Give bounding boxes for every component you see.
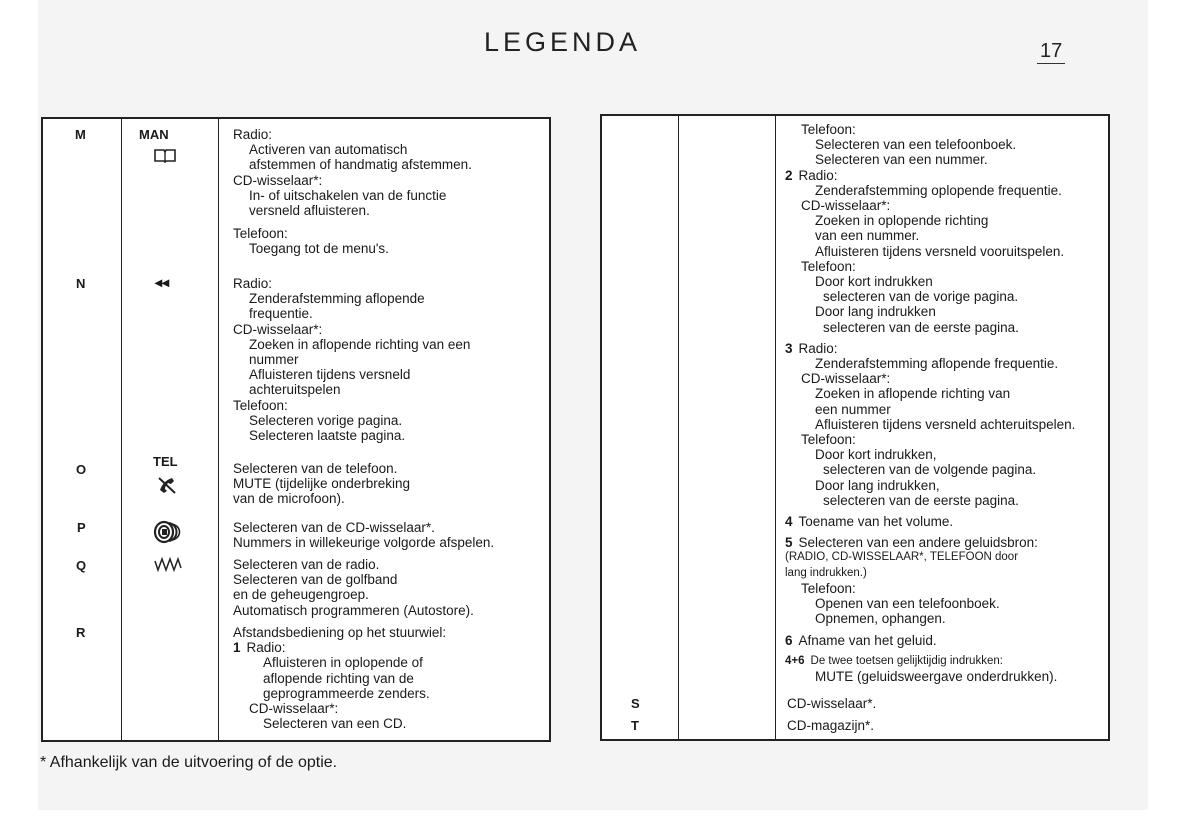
description-line [233,188,472,203]
row-r-description [233,625,446,731]
line-text: Door kort indrukken, [815,447,937,463]
column-divider [775,116,776,739]
footnote: * Afhankelijk van de uitvoering of de optie. [40,754,338,771]
radio-wave-icon [153,556,183,572]
line-text: MUTE (tijdelijke onderbreking [233,476,411,492]
line-text: Zoeken in aflopende richting van [815,386,1011,402]
line-text: selecteren van de eerste pagina. [823,492,1019,508]
description-line [785,228,1075,243]
line-text: Selecteren van een CD. [263,716,407,732]
tel-symbol: TEL [153,454,178,469]
column-divider [678,116,679,739]
line-text: Selecteren laatste pagina. [249,428,406,444]
row-s-description: CD-wisselaar*. [787,696,877,711]
item-number: 6 [785,632,793,648]
line-text: Afluisteren tijdens versneld achteruitspelen. [815,416,1076,432]
line-text: Nummers in willekeurige volgorde afspelen. [233,535,495,551]
line-text: Toegang tot de menu's. [249,241,389,257]
description-line [233,520,494,535]
row-p-description [233,520,494,550]
line-text: CD-wisselaar*: [233,172,323,188]
line-text: Openen van een telefoonboek. [815,596,1000,612]
line-text: CD-wisselaar*: [801,371,891,387]
description-line [785,320,1075,335]
row-label-p: P [77,520,86,535]
item-number: 4 [785,514,793,530]
description-line [785,432,1075,447]
description-line [785,213,1075,228]
description-line [785,566,1075,581]
line-text: Zenderafstemming aflopende frequentie. [815,356,1059,372]
description-line [233,587,474,602]
row-m-description [233,127,472,257]
description-line [233,655,446,670]
row-label-m: M [75,127,86,142]
line-text: Selecteren van de CD-wisselaar*. [233,520,435,535]
description-line [233,671,446,686]
description-line [785,611,1075,626]
description-line [233,322,470,337]
description-line [785,535,1075,550]
line-text: Radio: [798,167,838,183]
description-line [233,716,446,731]
mute-phone-icon [156,474,178,496]
description-line [233,226,472,241]
line-text: Selecteren van een telefoonboek. [815,137,1017,153]
line-text: lang indrukken.) [785,566,867,579]
description-line [233,557,474,572]
description-line [785,417,1075,432]
description-line [785,386,1075,401]
description-line [785,244,1075,259]
line-text: CD-wisselaar*: [249,701,339,717]
line-text: MUTE (geluidsweergave onderdrukken). [815,668,1058,684]
description-line [785,152,1075,167]
description-line [233,476,410,491]
description-line [785,304,1075,319]
line-text: Selecteren van de radio. [233,557,380,572]
description-line [233,640,446,655]
description-line [233,367,470,382]
line-text: Activeren van automatisch [249,142,408,158]
man-symbol: MAN [139,127,169,142]
description-line [785,581,1075,596]
item-number: 2 [785,167,793,183]
description-line [233,218,472,226]
description-line [233,572,474,587]
line-text: Opnemen, ophangen. [815,611,946,627]
row-label-r: R [76,625,86,640]
line-text: Selecteren vorige pagina. [249,412,403,428]
line-text: Radio: [246,640,286,656]
description-line [233,603,474,618]
description-line [785,478,1075,493]
description-line [785,122,1075,137]
description-line [785,137,1075,152]
line-text: versneld afluisteren. [249,203,370,219]
left-legend-table [41,117,551,742]
line-text: Telefoon: [801,122,856,137]
description-line [785,371,1075,386]
description-line [785,356,1075,371]
description-line [785,289,1075,304]
line-text: Radio: [233,127,273,142]
description-line [785,654,1075,669]
line-text: frequentie. [249,306,313,322]
description-line [233,398,470,413]
line-text: Zenderafstemming aflopende [249,291,425,307]
line-text: Selecteren van de golfband [233,572,398,588]
description-line [785,183,1075,198]
description-line [233,127,472,142]
row-n-description [233,276,470,443]
line-text: Door lang indrukken [815,304,936,320]
line-text: Selecteren van een andere geluidsbron: [798,535,1038,551]
line-text: selecteren van de vorige pagina. [823,289,1019,305]
description-line [233,241,472,256]
description-line [785,669,1075,684]
description-line [785,462,1075,477]
line-text: Telefoon: [801,432,856,448]
line-text: een nummer [815,401,891,417]
line-text: en de geheugengroep. [233,587,369,603]
description-line [785,168,1075,183]
description-line [233,173,472,188]
row-label-q: Q [76,558,87,573]
description-line [233,625,446,640]
book-icon [153,147,177,163]
description-line [233,203,472,218]
description-line [233,461,410,476]
line-text: selecteren van de eerste pagina. [823,319,1019,335]
line-text: geprogrammeerde zenders. [263,685,430,701]
description-line [233,306,470,321]
description-line [785,596,1075,611]
line-text: Radio: [798,340,838,356]
line-text: Afstandsbediening op het stuurwiel: [233,625,447,640]
row-t-description: CD-magazijn*. [787,718,875,733]
description-line [785,493,1075,508]
line-text: Telefoon: [233,226,288,242]
line-text: CD-wisselaar*: [233,321,323,337]
description-line [233,157,472,172]
description-line [233,352,470,367]
line-text: Zoeken in aflopende richting van een [249,336,471,352]
line-text: Door lang indrukken, [815,477,940,493]
line-text: Automatisch programmeren (Autostore). [233,602,474,618]
item-number: 4+6 [785,654,805,667]
cd-changer-icon [151,520,183,544]
description-line [785,447,1075,462]
page-number: 17 [1040,40,1063,62]
row-q-description [233,557,474,618]
description-line [785,341,1075,356]
right-legend-table [600,114,1110,741]
page-number-underline [1037,63,1065,64]
description-line [233,413,470,428]
line-text: Telefoon: [801,580,856,596]
line-text: van de microfoon). [233,491,345,507]
description-line [785,633,1075,648]
description-line [233,686,446,701]
row-label-n: N [76,276,86,291]
line-text: Selecteren van de telefoon. [233,461,398,476]
line-text: Selecteren van een nummer. [815,152,988,168]
description-line [785,259,1075,274]
line-text: Zenderafstemming oplopende frequentie. [815,182,1062,198]
line-text: Door kort indrukken [815,274,933,290]
description-line [233,701,446,716]
row-label-s: S [631,696,640,711]
description-line [233,142,472,157]
line-text: afstemmen of handmatig afstemmen. [249,157,472,173]
line-text: achteruitspelen [249,382,341,398]
rewind-icon: ◂◂ [155,274,170,290]
item-number: 3 [785,340,793,356]
line-text: De twee toetsen gelijktijdig indrukken: [810,654,1003,667]
row-label-o: O [76,462,87,477]
line-text: Telefoon: [233,397,288,413]
line-text: Afluisteren in oplopende of [263,655,423,671]
description-line [233,276,470,291]
line-text: (RADIO, CD-WISSELAAR*, TELEFOON door [785,551,1019,564]
line-text: Afluisteren tijdens versneld vooruitspelen. [815,243,1065,259]
line-text: Radio: [233,276,273,291]
description-line [785,402,1075,417]
description-line [233,428,470,443]
line-text: Zoeken in oplopende richting [815,213,989,229]
line-text: Afluisteren tijdens versneld [249,367,411,383]
column-divider [121,119,122,740]
description-line [233,535,494,550]
description-line [785,550,1075,565]
line-text: CD-wisselaar*: [801,198,891,214]
row-o-description [233,461,410,507]
line-text: nummer [249,352,299,368]
description-line [233,491,410,506]
line-text: van een nummer. [815,228,920,244]
row-label-t: T [631,718,639,733]
item-number: 5 [785,535,793,551]
line-text: selecteren van de volgende pagina. [823,462,1037,478]
description-line [785,514,1075,529]
line-text: Toename van het volume. [798,514,954,530]
page-title: LEGENDA [484,27,642,57]
line-text: aflopende richting van de [263,670,414,686]
line-text: Afname van het geluid. [798,632,937,648]
right-continued-description [785,122,1075,684]
description-line [785,198,1075,213]
description-line [233,337,470,352]
item-number: 1 [233,640,241,656]
description-line [233,382,470,397]
description-line [233,291,470,306]
line-text: Telefoon: [801,258,856,274]
description-line [785,274,1075,289]
line-text: In- of uitschakelen van de functie [249,187,447,203]
column-divider [218,119,219,740]
